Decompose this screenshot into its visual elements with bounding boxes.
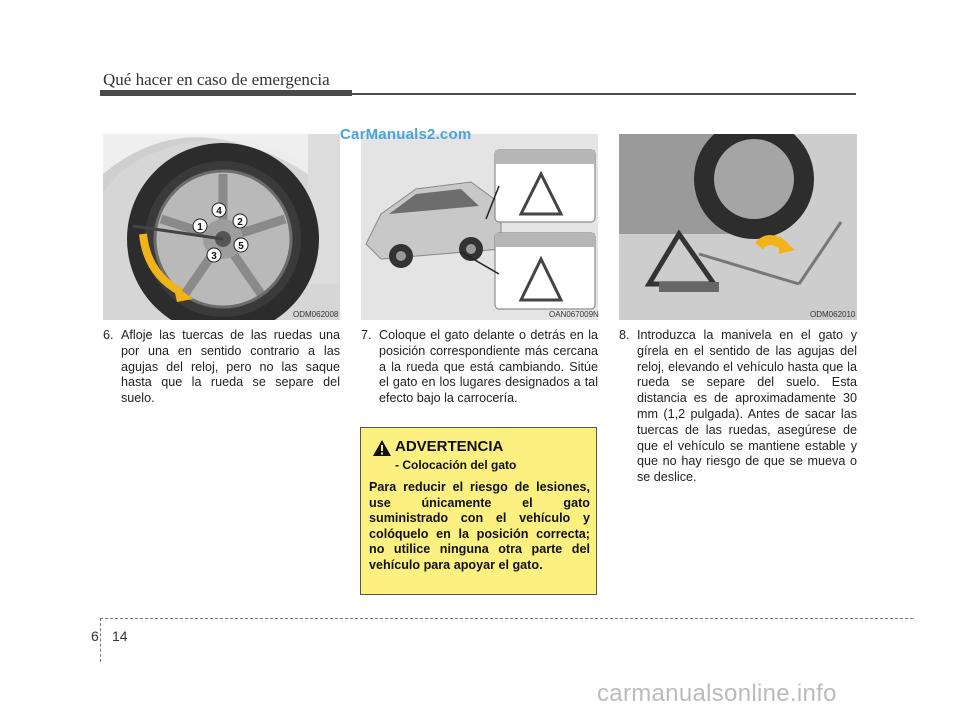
header-rule-thick [100, 90, 352, 96]
step-8 [619, 328, 857, 486]
warning-body: Para reducir el riesgo de lesiones, use únicamente el gato suministrado con el vehículo y colóquelo en la posición correcta; no utilice ninguna otra parte del vehículo para apoyar el gato. [369, 480, 590, 572]
lug-marker-3: 3 [211, 251, 217, 262]
warning-triangle-icon [373, 440, 391, 456]
figure-jack-handle [619, 134, 857, 320]
figure-jack-position [361, 134, 598, 320]
figure-code-2: OAN067009N [549, 310, 599, 319]
lug-marker-5: 5 [238, 241, 244, 252]
step-7 [361, 328, 598, 407]
footer-rule [100, 618, 913, 619]
wheel-illustration [103, 134, 340, 320]
figure-wheel-lug-nuts [103, 134, 340, 320]
page-number: 14 [112, 628, 128, 644]
warning-box [360, 427, 597, 595]
watermark-carmanuals2: CarManuals2.com [340, 126, 472, 143]
footer-divider [100, 618, 101, 662]
footer-watermark: carmanualsonline.info [597, 680, 837, 707]
step-8-number: 8. [619, 328, 630, 342]
jack-handle-illustration [619, 134, 857, 320]
step-6 [103, 328, 340, 407]
step-7-number: 7. [361, 328, 372, 342]
figure-code-1: ODM062008 [293, 310, 339, 319]
page-header-title: Qué hacer en caso de emergencia [103, 70, 330, 89]
lug-marker-4: 4 [216, 206, 222, 217]
step-7-text: Coloque el gato delante o detrás en la posición correspondiente más cercana a la rueda que está cambiando. Sitúe el gato en los lugares designados a tal efecto bajo la carrocería. [379, 328, 598, 406]
step-6-number: 6. [103, 328, 114, 342]
page-chapter-number: 6 [91, 628, 99, 644]
header-rule-thin [352, 93, 856, 95]
warning-subtitle: - Colocación del gato [395, 458, 517, 472]
lug-marker-2: 2 [237, 217, 243, 228]
step-6-text: Afloje las tuercas de las ruedas una por una en sentido contrario a las agujas del reloj, pero no las saque hasta que la rueda se separe del suelo. [121, 328, 340, 406]
figure-code-3: ODM062010 [810, 310, 856, 319]
warning-title: ADVERTENCIA [395, 438, 504, 455]
lug-marker-1: 1 [197, 222, 203, 233]
car-jack-illustration [361, 134, 598, 320]
step-8-text: Introduzca la manivela en el gato y gírela en el sentido de las agujas del reloj, elevando el vehículo hasta que la rueda se separe del suelo. Esta distancia es de aproximadamente 30 mm (1,2 pulgada). Antes de sacar las tuercas de las ruedas, asegúrese de que el vehículo se mantiene estable y que no hay riesgo de que se mueva o se deslice. [637, 328, 857, 485]
